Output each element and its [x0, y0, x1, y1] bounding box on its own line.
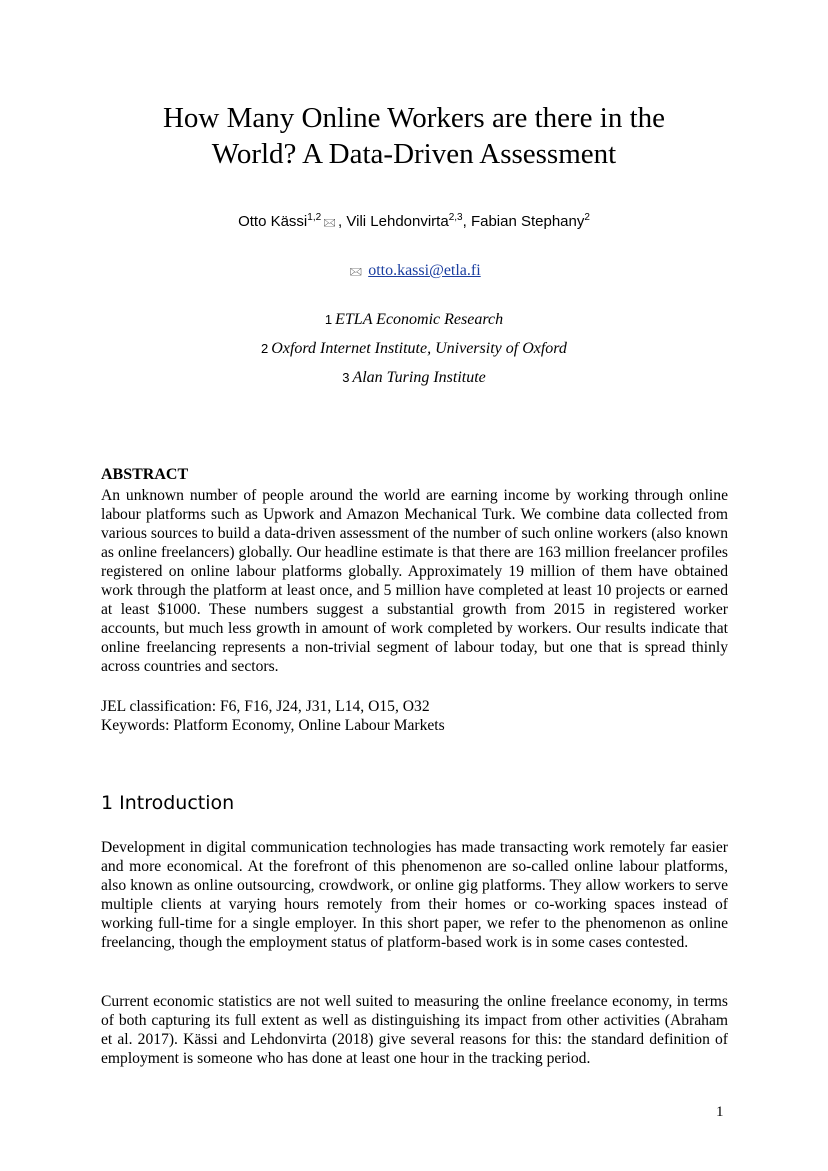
- contact-email: [0, 262, 828, 282]
- affiliation-2: [0, 340, 828, 358]
- jel-classification: JEL classification: F6, F16, J24, J31, L14, O15, O32: [101, 698, 430, 715]
- page-number: 1: [716, 1104, 724, 1120]
- paper-title: [0, 100, 828, 172]
- section-heading: 1 Introduction: [101, 792, 235, 814]
- email-link[interactable]: otto.kassi@etla.fi: [368, 262, 481, 279]
- author-affiliation-marker: 2: [584, 212, 590, 223]
- affiliation-number: 1: [324, 312, 333, 327]
- affiliation-text: Oxford Internet Institute, University of Oxford: [271, 340, 567, 357]
- envelope-icon: 🖂: [323, 217, 337, 229]
- keywords: Keywords: Platform Economy, Online Labour Markets: [101, 717, 445, 734]
- intro-paragraph-2: Current economic statistics are not well suited to measuring the online freelance economy, in terms of both capturing its full extent as well as distinguishing its impact from other activities (Abraham et al. 2017). Kässi and Lehdonvirta (2018) give several reasons for this: the standard definition of employment is someone who has done at least one hour in the tracking period.: [101, 993, 728, 1067]
- affiliation-1: [0, 311, 828, 329]
- affiliation-text: ETLA Economic Research: [335, 311, 504, 328]
- affiliation-number: 3: [342, 370, 350, 385]
- author-affiliation-marker: 2,3: [448, 212, 463, 223]
- author-name: Vili Lehdonvirta: [346, 213, 449, 230]
- title-line-1: How Many Online Workers are there in the: [162, 102, 666, 134]
- abstract-text: An unknown number of people around the world are earning income by working through online labour platforms such as Upwork and Amazon Mechanical Turk. We combine data collected from various sources to build a data-driven assessment of the number of such online workers (also known as online freelancers) globally. Our headline estimate is that there are 163 million freelancer profiles registered on online labour platforms globally. Approximately 19 million of them have obtained work through the platform at least once, and 5 million have completed at least 10 projects or earned at least $1000. These numbers suggest a substantial growth from 2015 in registered worker accounts, but much less growth in amount of work completed by workers. Our results indicate that online freelancing represents a non-trivial segment of labour today, but one that is spread thinly across countries and sectors.: [101, 487, 728, 675]
- author-list: Otto Kässi$^{1,2}$ 🖂 , Vili Lehdonvirta$^{2,3}$, Fabian Stephany$^2$: [238, 212, 590, 230]
- intro-paragraph-1: Development in digital communication technologies has made transacting work remotely far easier and more economical. At the forefront of this phenomenon are so-called online labour platforms, also known as online outsourcing, crowdwork, or online gig platforms. They allow workers to serve multiple clients at varying hours remotely from their homes or co-working spaces instead of working full-time for a single employer. In this short paper, we refer to the phenomenon as online freelancing, though the employment status of platform-based work is in some cases contested.: [101, 839, 728, 951]
- affiliation-number: 2: [261, 341, 269, 356]
- author-affiliation-marker: 1,2: [307, 212, 322, 223]
- author-name: Otto Kässi: [238, 213, 308, 230]
- author-name: Fabian Stephany: [470, 213, 585, 230]
- envelope-icon: 🖂: [349, 266, 363, 278]
- affiliation-text: Alan Turing Institute: [352, 369, 486, 386]
- title-line-2: World? A Data-Driven Assessment: [211, 138, 617, 170]
- abstract-heading: ABSTRACT: [101, 466, 189, 483]
- affiliation-3: [0, 369, 828, 387]
